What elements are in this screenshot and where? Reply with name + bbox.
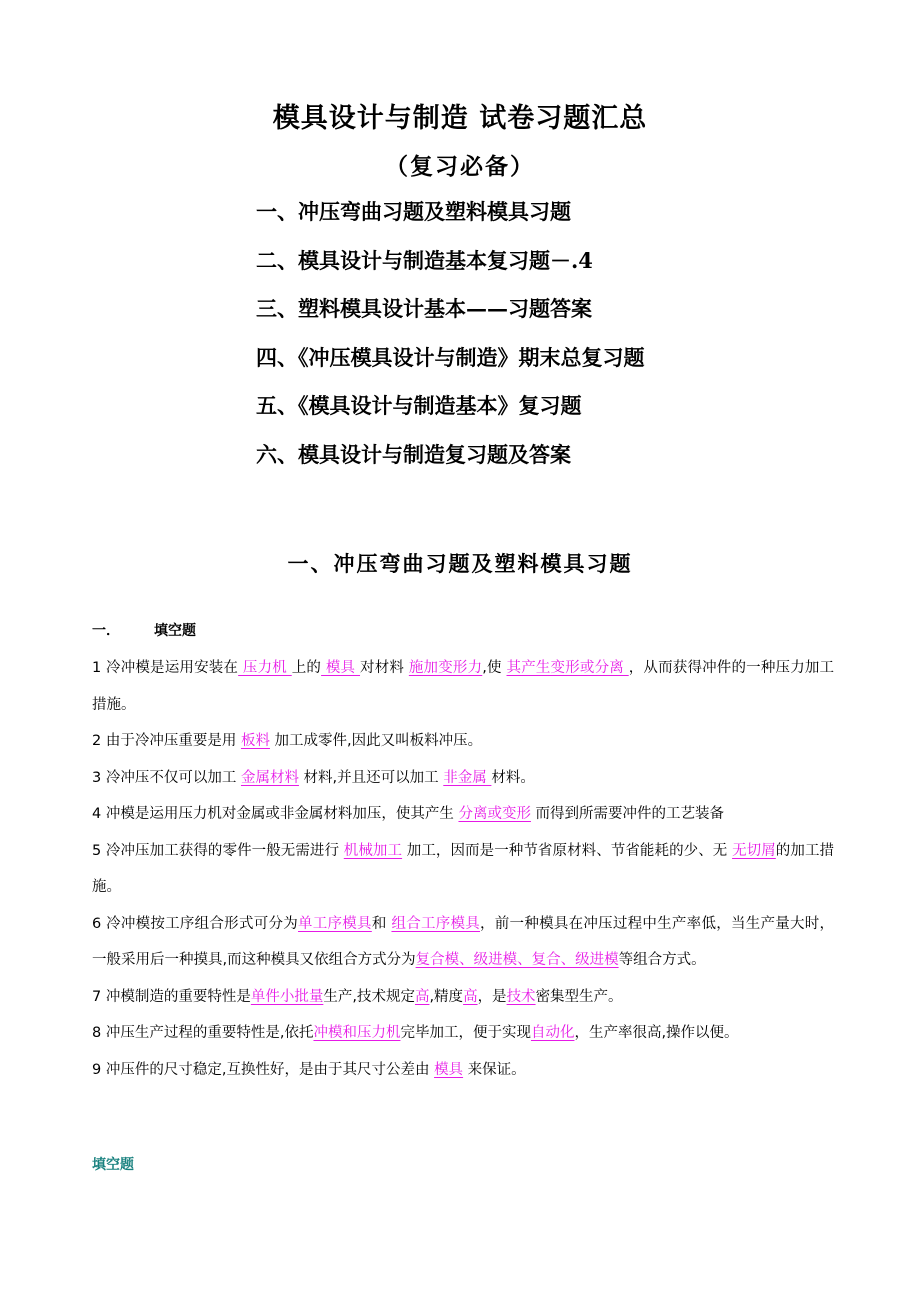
document-subtitle: （复习必备） [385,153,535,180]
question-text: ，从而获得冲件的一种压力加工措施。 [92,660,835,713]
question-text: ，前一种模具在冲压过程中生产率低，当生产量大时，一般采用后一种摸具,而这种模具又依组合方式分为 [92,915,835,968]
toc-item: 一、冲压弯曲习题及塑料模具习题 [256,199,571,224]
question-item [92,979,834,1016]
answer-text: 技术 [506,988,536,1005]
question-text: 材料。 [491,769,535,786]
question-text: 7 冲模制造的重要特性是 [92,988,251,1005]
question-text: 而得到所需要冲件的工艺装备 [530,806,725,822]
answer-text: 其产生变形或分离 [506,660,629,676]
question-text: 3 冷冲压不仅可以加工 [92,769,241,786]
question-text: 加工，因而是一种节省原材料、节省能耗的少、无 [402,842,733,859]
answer-text: 模具 [434,1061,464,1078]
answer-text: 金属材料 [240,769,299,786]
question-item [92,1052,834,1089]
answer-text: 自动化 [530,1025,575,1041]
answer-text: 冲模和压力机 [313,1025,401,1041]
question-text: 完毕加工，便于实现 [400,1025,531,1041]
answer-text: 高 [463,988,478,1005]
answer-text: 高 [414,988,430,1005]
question-text: 9 冲压件的尺寸稳定,互换性好，是由于其尺寸公差由 [92,1061,435,1078]
answer-text: 机械加工 [343,842,403,859]
section-heading: 一、冲压弯曲习题及塑料模具习题 [287,551,633,576]
toc-item: 二、模具设计与制造基本复习题－.4 [256,247,593,273]
table-of-contents [256,194,645,485]
question-text: 8 冲压生产过程的重要特性是,依托 [92,1025,314,1041]
answer-text: 单件小批量 [250,988,324,1005]
question-text: 1 冷冲模是运用安装在 [92,660,239,676]
question-text: 材料,并且还可以加工 [298,769,444,786]
question-text: 等组合方式。 [618,952,706,968]
answer-text: 分离或变形 [458,806,531,822]
question-text: ，生产率很高,操作以便。 [574,1025,739,1041]
question-text: 6 冷冲模按工序组合形式可分为 [92,915,298,932]
answer-text: 压力机 [238,660,292,676]
answer-text: 板料 [240,733,270,749]
toc-item: 五、《模具设计与制造基本》复习题 [256,393,582,418]
question-item [92,650,834,723]
answer-text: 复合模、级进模、复合、级进模 [415,952,619,968]
toc-item: 三、塑料模具设计基本——习题答案 [256,296,592,321]
question-list [92,650,834,1088]
answer-text: 无切屑 [732,842,776,859]
toc-item: 四、《冲压模具设计与制造》期末总复习题 [256,344,645,370]
question-item [92,833,834,906]
question-text: 的加工措施。 [92,842,835,895]
question-text: 密集型生产。 [535,988,623,1005]
question-text: 5 冷冲压加工获得的零件一般无需进行 [92,842,344,859]
question-text: 和 [371,915,392,932]
question-item [92,723,834,760]
question-text: 4 冲模是运用压力机对金属或非金属材料加压，使其产生 [92,806,459,822]
fill-in-blank-label [92,620,196,640]
document-title: 模具设计与制造 试卷习题汇总 [272,103,648,134]
answer-text: 非金属 [443,769,492,786]
question-item [92,760,834,797]
answer-text: 组合工序模具 [391,915,481,932]
question-text: 加工成零件,因此又叫板料冲压。 [269,733,483,749]
question-text: 上的 [291,660,322,676]
block-number: 一． [92,623,120,639]
question-text: ,使 [482,660,507,676]
question-text: ，是 [477,988,507,1005]
footer-section-label: 填空题 [92,1157,134,1173]
answer-text: 施加变形力 [408,660,483,676]
block-label-text: 填空题 [154,623,196,639]
question-text: 2 由于冷冲压重要是用 [92,733,241,749]
answer-text: 模具 [321,660,361,676]
question-text: ,精度 [429,988,464,1005]
question-text: 生产,技术规定 [323,988,415,1005]
toc-item: 六、模具设计与制造复习题及答案 [256,441,571,467]
question-text: 对材料 [360,660,409,676]
question-item [92,1015,834,1052]
answer-text: 单工序模具 [298,915,372,932]
question-text: 来保证。 [463,1061,526,1078]
question-item [92,796,834,833]
question-item [92,906,834,979]
